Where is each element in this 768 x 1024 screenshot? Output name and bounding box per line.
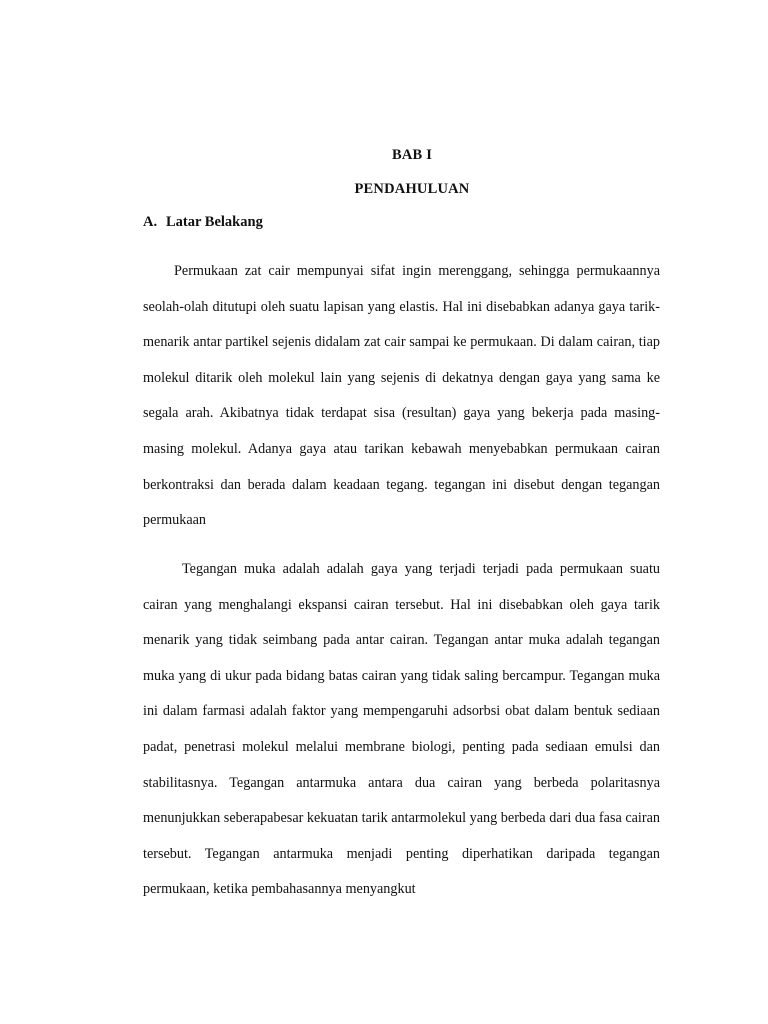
chapter-title: PENDAHULUAN: [354, 181, 470, 197]
paragraph-interfacial-tension: Tegangan muka adalah adalah gaya yang terjadi terjadi pada permukaan suatu cairan yang menghalangi ekspansi cairan tersebut. Hal ini disebabkan oleh gaya tarik menarik yang tidak seimbang pada antar cairan. Tegangan antar muka adalah tegangan muka yang di ukur pada bidang batas cairan yang tidak saling bercampur. Tegangan muka ini dalam farmasi adalah faktor yang mempengaruhi adsorbsi obat dalam bentuk sediaan padat, penetrasi molekul melalui membrane biologi, penting pada sediaan emulsi dan stabilitasnya. Tegangan antarmuka antara dua cairan yang berbeda polaritasnya menunjukkan seberapabesar kekuatan tarik antarmolekul yang berbeda dari dua fasa cairan tersebut. Tegangan antarmuka menjadi penting diperhatikan daripada tegangan permukaan, ketika pembahasannya menyangkut: [143, 561, 660, 898]
paragraph-surface-tension: Permukaan zat cair mempunyai sifat ingin merenggang, sehingga permukaannya seolah-olah ditutupi oleh suatu lapisan yang elastis. Hal ini disebabkan adanya gaya tarik-menarik antar partikel sejenis didalam zat cair sampai ke permukaan. Di dalam cairan, tiap molekul ditarik oleh molekul lain yang sejenis di dekatnya dengan gaya yang sama ke segala arah. Akibatnya tidak terdapat sisa (resultan) gaya yang bekerja pada masing-masing molekul. Adanya gaya atau tarikan kebawah menyebabkan permukaan cairan berkontraksi dan berada dalam keadaan tegang. tegangan ini disebut dengan tegangan permukaan: [143, 263, 660, 529]
chapter-number: BAB I: [391, 147, 433, 163]
section-number: A.: [143, 214, 158, 230]
section-title: Latar Belakang: [166, 214, 263, 230]
section-heading: [143, 214, 263, 231]
